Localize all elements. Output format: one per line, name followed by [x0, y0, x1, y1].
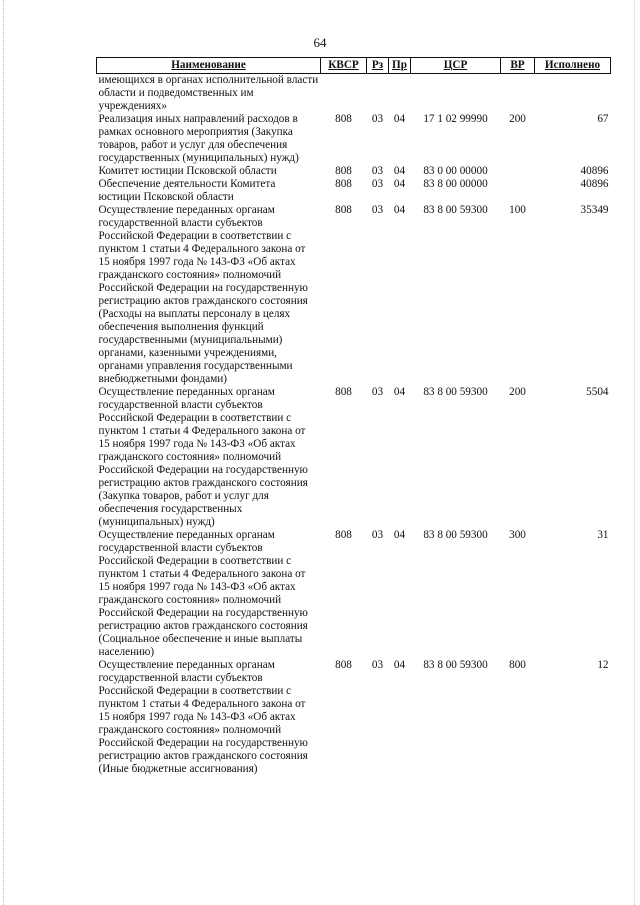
table-cell-vr: 200 — [509, 386, 526, 398]
table-cell-amount: 40896 — [580, 178, 609, 190]
table-cell-name: Осуществление переданных органам государственной власти субъектов Российской Федерации в соответствии с пунктом 1 статьи 4 Федерального закона от 15 ноября 1997 года № 143-ФЗ «Об актах гражданского состояния» полномочий Российской Федерации на государственную регистрацию актов гражданского состояния (Закупка товаров, работ и услуг для обеспечения государственных (муниципальных) нужд) — [98, 386, 308, 528]
table-cell-kvsr: 808 — [335, 178, 352, 190]
table-row — [97, 74, 611, 114]
header-kvsr: КВСР — [321, 58, 367, 74]
header-rz: Рз — [367, 58, 389, 74]
table-cell-amount — [535, 74, 611, 114]
table-cell-pr: 04 — [393, 529, 406, 541]
table-cell-vr: 800 — [509, 659, 526, 671]
table-cell-pr: 04 — [393, 165, 406, 177]
table-cell-name: Осуществление переданных органам государственной власти субъектов Российской Федерации в соответствии с пунктом 1 статьи 4 Федерального закона от 15 ноября 1997 года № 143-ФЗ «Об актах гражданского состояния» полномочий Российской Федерации на государственную регистрацию актов гражданского состояния (Социальное обеспечение и иные выплаты населению) — [98, 529, 308, 658]
table-cell-csr: 83 8 00 59300 — [423, 529, 488, 541]
table-cell-amount: 67 — [597, 113, 609, 125]
header-csr: ЦСР — [411, 58, 501, 74]
table-cell-amount: 5504 — [586, 386, 609, 398]
table-cell-pr: 04 — [393, 386, 406, 398]
table-cell-rz: 03 — [371, 386, 384, 398]
table-cell-amount: 31 — [597, 529, 609, 541]
table-cell-name: Осуществление переданных органам государственной власти субъектов Российской Федерации в соответствии с пунктом 1 статьи 4 Федерального закона от 15 ноября 1997 года № 143-ФЗ «Об актах гражданского состояния» полномочий Российской Федерации на государственную регистрацию актов гражданского состояния (Иные бюджетные ассигнования) — [98, 659, 308, 775]
table-cell-csr: 83 8 00 59300 — [423, 204, 488, 216]
table-cell-rz: 03 — [371, 165, 384, 177]
table-cell-rz: 03 — [371, 659, 384, 671]
table-row — [97, 386, 611, 529]
table-cell-vr: 300 — [509, 529, 526, 541]
table-cell-pr: 04 — [393, 204, 406, 216]
table-cell-name: имеющихся в органах исполнительной власти области и подведомственных им учреждениях» — [98, 74, 319, 112]
table-cell-amount: 12 — [597, 659, 609, 671]
table-cell-kvsr: 808 — [335, 204, 352, 216]
table-row — [97, 178, 611, 204]
header-name: Наименование — [97, 58, 321, 74]
table-cell-kvsr: 808 — [335, 386, 352, 398]
table-cell-vr — [501, 74, 535, 114]
page-number: 64 — [313, 35, 327, 50]
scan-edge-left — [3, 0, 5, 905]
table-cell-csr: 83 0 00 00000 — [423, 165, 488, 177]
header-amount: Исполнено — [535, 58, 611, 74]
table-row — [97, 165, 611, 178]
table-cell-name: Реализация иных направлений расходов в рамках основного мероприятия (Закупка товаров, работ и услуг для обеспечения государственных (муниципальных) нужд) — [98, 113, 299, 164]
table-cell-rz: 03 — [371, 529, 384, 541]
table-cell-amount: 35349 — [580, 204, 609, 216]
header-pr: Пр — [389, 58, 411, 74]
table-row — [97, 529, 611, 659]
table-row — [97, 113, 611, 165]
table-cell-kvsr: 808 — [335, 113, 352, 125]
table-cell-csr: 83 8 00 59300 — [423, 386, 488, 398]
table-cell-vr: 200 — [509, 113, 526, 125]
table-row — [97, 204, 611, 386]
table-cell-rz: 03 — [371, 178, 384, 190]
table-cell-name: Осуществление переданных органам государственной власти субъектов Российской Федерации в соответствии с пунктом 1 статьи 4 Федерального закона от 15 ноября 1997 года № 143-ФЗ «Об актах гражданского состояния» полномочий Российской Федерации на государственную регистрацию актов гражданского состояния (Расходы на выплаты персоналу в целях обеспечения выполнения функций государственными (муниципальными) органами, казенными учреждениями, органами управления государственными внебюджетными фондами) — [98, 204, 308, 385]
table-cell-amount: 40896 — [580, 165, 609, 177]
table-cell-csr: 83 8 00 59300 — [423, 659, 488, 671]
table-cell-rz: 03 — [371, 113, 384, 125]
scan-edge-right — [634, 0, 636, 905]
budget-table — [96, 57, 611, 776]
table-cell-kvsr: 808 — [335, 659, 352, 671]
table-cell-csr: 17 1 02 99990 — [423, 113, 488, 125]
header-vr: ВР — [501, 58, 535, 74]
table-cell-name: Обеспечение деятельности Комитета юстиции Псковской области — [98, 178, 276, 203]
table-header-row — [97, 58, 611, 74]
table-cell-vr — [501, 165, 535, 178]
table-cell-pr: 04 — [393, 113, 406, 125]
table-cell-rz: 03 — [371, 204, 384, 216]
table-cell-vr — [501, 178, 535, 204]
table-cell-pr — [389, 74, 411, 114]
table-cell-csr: 83 8 00 00000 — [423, 178, 488, 190]
table-cell-vr: 100 — [509, 204, 526, 216]
table-cell-pr: 04 — [393, 178, 406, 190]
table-row — [97, 659, 611, 776]
table-cell-rz — [367, 74, 389, 114]
table-cell-csr — [411, 74, 501, 114]
table-cell-pr: 04 — [393, 659, 406, 671]
table-cell-kvsr: 808 — [335, 165, 352, 177]
table-cell-kvsr: 808 — [335, 529, 352, 541]
table-cell-name: Комитет юстиции Псковской области — [98, 165, 277, 177]
table-cell-kvsr — [321, 74, 367, 114]
